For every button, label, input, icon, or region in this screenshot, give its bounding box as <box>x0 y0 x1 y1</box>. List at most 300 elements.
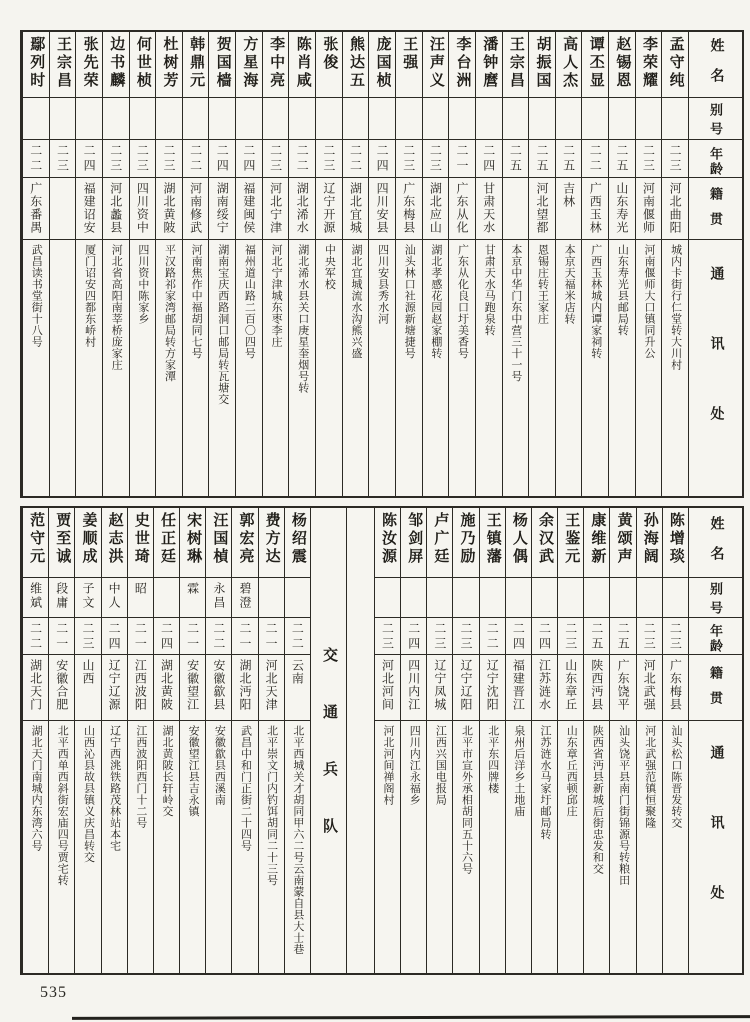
header-age: 年龄 <box>689 618 742 655</box>
entry-alias-cell: 霖 <box>180 578 205 618</box>
entry-age-cell: 二二 <box>289 140 315 178</box>
entry-name-cell: 韩鼎元 <box>183 32 209 98</box>
directory-entry-column <box>502 32 529 496</box>
entry-native-cell: 湖北沔阳 <box>232 655 257 721</box>
entry-native-cell: 福建诏安 <box>76 178 102 240</box>
entry-alias-cell <box>209 98 235 140</box>
directory-entry-column <box>310 508 346 973</box>
entry-address-cell: 江苏涟水马家圩邮局转 <box>539 725 552 840</box>
entry-native-cell: 江苏涟水 <box>532 655 557 721</box>
entry-name-cell: 陈汝源 <box>375 508 400 578</box>
entry-native-cell: 广东梅县 <box>396 178 422 240</box>
entry-age-cell: 二五 <box>503 140 529 178</box>
entry-native-cell <box>50 178 76 240</box>
entry-alias-cell <box>23 98 49 140</box>
entry-name-cell: 王镇藩 <box>480 508 505 578</box>
entry-name-cell: 方星海 <box>236 32 262 98</box>
entry-address-cell: 安徽歙县西溪南 <box>213 725 226 806</box>
directory-entry-column <box>262 32 289 496</box>
entry-name-cell: 王强 <box>396 32 422 98</box>
entry-native-cell: 辽宁辽源 <box>102 655 127 721</box>
entry-age-cell: 二四 <box>209 140 235 178</box>
entry-address-cell: 河北河间禅阁村 <box>382 725 395 806</box>
entry-native-cell: 辽宁开源 <box>316 178 342 240</box>
entry-address-cell: 泉州后洋乡土地庙 <box>512 725 525 817</box>
entry-native-cell: 河北天津 <box>259 655 284 721</box>
directory-entry-column <box>75 32 102 496</box>
directory-entry-column <box>636 508 662 973</box>
upper-header-column <box>688 32 742 496</box>
entry-native-cell: 湖北黄陂 <box>154 655 179 721</box>
directory-entry-column <box>528 32 555 496</box>
entry-address-cell: 陕西省沔县新城后街忠发和交 <box>591 725 604 875</box>
directory-entry-column <box>182 32 209 496</box>
entry-age-cell: 二五 <box>529 140 555 178</box>
entry-address-cell: 北平市宣外承相胡同五十六号 <box>460 725 473 875</box>
entry-name-cell: 黄颂声 <box>610 508 635 578</box>
directory-entry-column <box>635 32 662 496</box>
entry-age-cell: 二三 <box>396 140 422 178</box>
directory-entry-column <box>208 32 235 496</box>
entry-native-cell: 湖北浠水 <box>289 178 315 240</box>
directory-entry-column <box>531 508 557 973</box>
entry-address-cell: 湖北黄陂长轩岭交 <box>160 725 173 817</box>
directory-entry-column <box>205 508 231 973</box>
directory-entry-column <box>315 32 342 496</box>
directory-entry-column <box>422 32 449 496</box>
entry-native-cell: 辽宁凤城 <box>427 655 452 721</box>
entry-name-cell: 李荣耀 <box>636 32 662 98</box>
entry-age-cell: 二三 <box>558 618 583 655</box>
entry-address-cell: 湖南宝庆西路洞口邮局转瓦塘交 <box>216 244 229 405</box>
entry-age-cell: 二五 <box>610 618 635 655</box>
entry-name-cell: 杨人偶 <box>506 508 531 578</box>
entry-name-cell: 余汉武 <box>532 508 557 578</box>
entry-name-cell: 鄢列时 <box>23 32 49 98</box>
directory-entry-column <box>102 32 129 496</box>
entry-address-cell: 武昌读书堂街十八号 <box>30 244 43 348</box>
entry-native-cell: 安徽望江 <box>180 655 205 721</box>
entry-age-cell: 二五 <box>609 140 635 178</box>
entry-alias-cell <box>506 578 531 618</box>
entry-native-cell: 四川内江 <box>401 655 426 721</box>
entry-name-cell: 孟守纯 <box>662 32 688 98</box>
entry-age-cell: 二一 <box>232 618 257 655</box>
entry-age-cell: 二四 <box>76 140 102 178</box>
directory-entry-column <box>284 508 310 973</box>
entry-age-cell: 二三 <box>663 618 688 655</box>
entry-age-cell: 二二 <box>582 140 608 178</box>
entry-age-cell: 二二 <box>285 618 310 655</box>
entry-native-cell: 陕西沔县 <box>584 655 609 721</box>
entry-alias-cell <box>369 98 395 140</box>
entry-native-cell: 辽宁沈阳 <box>480 655 505 721</box>
directory-entry-column <box>155 32 182 496</box>
entry-alias-cell <box>427 578 452 618</box>
entry-age-cell: 二三 <box>427 618 452 655</box>
entry-alias-cell <box>662 98 688 140</box>
entry-alias-cell <box>529 98 555 140</box>
entry-alias-cell <box>558 578 583 618</box>
entry-name-cell: 邹剑屏 <box>401 508 426 578</box>
entry-address-cell <box>50 240 76 496</box>
entry-address-cell: 河北省高阳南莘桥庞家庄 <box>110 244 123 371</box>
entry-name-cell: 谭丕显 <box>582 32 608 98</box>
entry-native-cell: 河北宁津 <box>263 178 289 240</box>
entry-name-cell: 卢广廷 <box>427 508 452 578</box>
entry-name-cell: 任正廷 <box>154 508 179 578</box>
entry-alias-cell <box>637 578 662 618</box>
entry-age-cell: 二三 <box>316 140 342 178</box>
directory-table-upper <box>20 30 744 498</box>
entry-age-cell: 二三 <box>75 618 100 655</box>
entry-native-cell: 湖南绥宁 <box>209 178 235 240</box>
entry-address-cell: 中央军校 <box>323 244 336 290</box>
entry-age-cell: 二二 <box>23 140 49 178</box>
entry-age-cell: 二二 <box>343 140 369 178</box>
entry-alias-cell <box>263 98 289 140</box>
directory-entry-column <box>342 32 369 496</box>
entry-native-cell: 广西玉林 <box>582 178 608 240</box>
entry-name-cell: 杨绍震 <box>285 508 310 578</box>
directory-entry-column <box>101 508 127 973</box>
entry-age-cell: 二三 <box>662 140 688 178</box>
directory-entry-column <box>127 508 153 973</box>
entry-native-cell: 广东番禺 <box>23 178 49 240</box>
entry-age-cell: 二三 <box>263 140 289 178</box>
entry-address-cell: 河北武强范镇恒聚隆 <box>643 725 656 829</box>
directory-entry-column <box>505 508 531 973</box>
entry-age-cell: 二三 <box>637 618 662 655</box>
entry-name-cell: 宋树琳 <box>180 508 205 578</box>
entry-alias-cell <box>582 98 608 140</box>
entry-native-cell: 河北武强 <box>637 655 662 721</box>
entry-address-cell: 四川资中陈家乡 <box>136 244 149 325</box>
entry-alias-cell: 永昌 <box>206 578 231 618</box>
entry-alias-cell <box>476 98 502 140</box>
entry-address-cell: 河北宁津城东枣李庄 <box>270 244 283 348</box>
page-number: 535 <box>40 984 67 1001</box>
entry-age-cell: 二三 <box>103 140 129 178</box>
entry-alias-cell <box>532 578 557 618</box>
entry-alias-cell: 碧澄 <box>232 578 257 618</box>
entry-alias-cell <box>130 98 156 140</box>
entry-name-cell: 贺国樯 <box>209 32 235 98</box>
directory-entry-column <box>153 508 179 973</box>
entry-native-cell: 河北曲阳 <box>662 178 688 240</box>
directory-entry-column <box>479 508 505 973</box>
entry-alias-cell: 维斌 <box>23 578 48 618</box>
entry-name-cell: 边书麟 <box>103 32 129 98</box>
entry-name-cell: 孙海阔 <box>637 508 662 578</box>
entry-name-cell: 潘钟麿 <box>476 32 502 98</box>
entry-native-cell: 河北望都 <box>529 178 555 240</box>
entry-age-cell: 二四 <box>476 140 502 178</box>
entry-name-cell: 王宗昌 <box>503 32 529 98</box>
directory-entry-column <box>395 32 422 496</box>
entry-alias-cell <box>610 578 635 618</box>
directory-entry-column <box>368 32 395 496</box>
entry-native-cell: 河南偃师 <box>636 178 662 240</box>
entry-name-cell: 张俊 <box>316 32 342 98</box>
scan-edge-artifact <box>72 1015 750 1020</box>
entry-age-cell: 二三 <box>50 140 76 178</box>
entry-name-cell: 施乃励 <box>453 508 478 578</box>
entry-age-cell: 二三 <box>423 140 449 178</box>
directory-entry-column <box>374 508 400 973</box>
entry-age-cell: 二一 <box>449 140 475 178</box>
entry-address-cell: 城内卡街行仁堂转大川村 <box>669 244 682 371</box>
header-alias: 别号 <box>689 578 742 618</box>
header-age: 年龄 <box>689 140 742 178</box>
entry-alias-cell <box>584 578 609 618</box>
entry-name-cell: 王宗昌 <box>50 32 76 98</box>
entry-address-cell: 河南偃师大口镇同升公 <box>643 244 656 359</box>
entry-alias-cell <box>449 98 475 140</box>
entry-age-cell: 二二 <box>23 618 48 655</box>
entry-address-cell: 本京中华门东中营三十一号 <box>509 244 522 382</box>
entry-name-cell: 赵志洪 <box>102 508 127 578</box>
entry-native-cell: 四川安县 <box>369 178 395 240</box>
entry-age-cell: 二四 <box>102 618 127 655</box>
entry-age-cell: 二二 <box>206 618 231 655</box>
entry-address-cell: 四川安县秀水河 <box>376 244 389 325</box>
entry-native-cell: 湖北天门 <box>23 655 48 721</box>
entry-native-cell: 广东饶平 <box>610 655 635 721</box>
entry-name-cell: 王鉴元 <box>558 508 583 578</box>
entry-age-cell: 二四 <box>369 140 395 178</box>
entry-name-cell: 郭宏亮 <box>232 508 257 578</box>
directory-entry-column <box>426 508 452 973</box>
entry-alias-cell <box>183 98 209 140</box>
directory-entry-column <box>179 508 205 973</box>
entry-alias-cell <box>285 578 310 618</box>
entry-alias-cell <box>609 98 635 140</box>
entry-alias-cell <box>401 578 426 618</box>
entry-age-cell: 二三 <box>375 618 400 655</box>
directory-entry-column <box>346 508 374 973</box>
entry-address-cell: 厦门诏安四都东峤村 <box>83 244 96 348</box>
entry-address-cell: 江西波阳西门十二号 <box>134 725 147 829</box>
entry-native-cell: 山东寿光 <box>609 178 635 240</box>
entry-name-cell: 庞国桢 <box>369 32 395 98</box>
header-name: 姓名 <box>689 32 742 98</box>
entry-address-cell: 湖北孝感花园赵家棚转 <box>429 244 442 359</box>
entry-address-cell: 湖北宜城流水沟熊兴盛 <box>349 244 362 359</box>
directory-entry-column <box>557 508 583 973</box>
entry-address-cell: 山东章丘西顿邱庄 <box>565 725 578 817</box>
lower-entry-columns <box>22 508 688 973</box>
entry-name-cell: 张先荣 <box>76 32 102 98</box>
entry-address-cell: 甘肃天水马跑泉转 <box>483 244 496 336</box>
entry-name-cell: 陈肖咸 <box>289 32 315 98</box>
section-divider-cell: 交通兵队 <box>320 646 337 875</box>
directory-entry-column <box>448 32 475 496</box>
entry-name-cell: 范守元 <box>23 508 48 578</box>
directory-entry-column <box>74 508 100 973</box>
entry-address-cell: 广西玉林城内谭家祠转 <box>589 244 602 359</box>
entry-alias-cell: 中人 <box>102 578 127 618</box>
entry-alias-cell: 段庸 <box>49 578 74 618</box>
entry-address-cell: 汕头饶平县南门街锦源号转粮田 <box>617 725 630 886</box>
entry-alias-cell <box>503 98 529 140</box>
entry-native-cell: 广东从化 <box>449 178 475 240</box>
directory-entry-column <box>581 32 608 496</box>
entry-native-cell: 福建晋江 <box>506 655 531 721</box>
entry-address-cell: 汕头林口社源新塘捷号 <box>403 244 416 359</box>
entry-name-cell: 胡振国 <box>529 32 555 98</box>
directory-entry-column <box>129 32 156 496</box>
directory-entry-column <box>288 32 315 496</box>
entry-alias-cell <box>316 98 342 140</box>
entry-alias-cell <box>343 98 369 140</box>
entry-address-cell: 北平西单西斜街宏庙四号贾宅转 <box>56 725 69 886</box>
entry-name-cell: 史世琦 <box>128 508 153 578</box>
entry-address-cell: 武昌中和门正街二十四号 <box>239 725 252 852</box>
entry-address-cell: 安徽望江县吉永镇 <box>187 725 200 817</box>
entry-address-cell: 北平崇文门内钓饵胡同二十三号 <box>265 725 278 886</box>
directory-entry-column <box>475 32 502 496</box>
entry-address-cell: 北平东四牌楼 <box>486 725 499 794</box>
entry-native-cell: 吉林 <box>556 178 582 240</box>
lower-header-column <box>688 508 742 973</box>
directory-entry-column <box>661 32 688 496</box>
entry-name-cell: 李台洲 <box>449 32 475 98</box>
entry-native-cell <box>503 178 529 240</box>
entry-address-cell: 辽宁西洮铁路茂林站本宅 <box>108 725 121 852</box>
header-address: 通讯处 <box>708 745 724 955</box>
entry-native-cell: 河北河间 <box>375 655 400 721</box>
entry-age-cell: 二四 <box>532 618 557 655</box>
entry-age-cell: 二三 <box>453 618 478 655</box>
entry-age-cell: 二三 <box>636 140 662 178</box>
entry-address-cell: 本京天福米店转 <box>563 244 576 325</box>
entry-age-cell: 二三 <box>130 140 156 178</box>
entry-alias-cell <box>156 98 182 140</box>
entry-age-cell: 二五 <box>584 618 609 655</box>
directory-entry-column <box>231 508 257 973</box>
entry-alias-cell <box>259 578 284 618</box>
entry-alias-cell <box>663 578 688 618</box>
entry-age-cell: 二三 <box>156 140 182 178</box>
entry-age-cell: 二一 <box>180 618 205 655</box>
entry-age-cell: 二四 <box>154 618 179 655</box>
entry-address-cell: 山东寿光县邮局转 <box>616 244 629 336</box>
entry-native-cell: 江西波阳 <box>128 655 153 721</box>
entry-age-cell: 二二 <box>480 618 505 655</box>
entry-native-cell: 广东梅县 <box>663 655 688 721</box>
entry-age-cell: 二一 <box>128 618 153 655</box>
directory-entry-column <box>662 508 688 973</box>
entry-age-cell: 二四 <box>506 618 531 655</box>
entry-alias-cell: 昭 <box>128 578 153 618</box>
entry-address-cell: 北平西城关才胡同甲六二号云南蒙自县大士巷 <box>291 725 304 955</box>
entry-name-cell: 汪国楨 <box>206 508 231 578</box>
entry-address-cell: 四川内江永福乡 <box>408 725 421 806</box>
entry-age-cell: 二二 <box>183 140 209 178</box>
entry-name-cell: 贾至诚 <box>49 508 74 578</box>
directory-entry-column <box>609 508 635 973</box>
entry-alias-cell <box>636 98 662 140</box>
entry-age-cell: 二四 <box>401 618 426 655</box>
entry-name-cell: 赵锡恩 <box>609 32 635 98</box>
entry-native-cell: 湖北宜城 <box>343 178 369 240</box>
header-alias: 别号 <box>689 98 742 140</box>
entry-native-cell: 云南 <box>285 655 310 721</box>
entry-native-cell: 安徽歙县 <box>206 655 231 721</box>
upper-entry-columns <box>22 32 688 496</box>
entry-alias-cell <box>154 578 179 618</box>
header-native-place: 籍贯 <box>689 655 742 721</box>
entry-alias-cell <box>236 98 262 140</box>
directory-entry-column <box>400 508 426 973</box>
entry-address-cell: 湖北天门南城内东湾六号 <box>30 725 43 852</box>
directory-entry-column <box>49 32 76 496</box>
entry-address-cell: 山西沁县故县镇义庆昌转交 <box>82 725 95 863</box>
entry-address-cell: 河南焦作中福胡同七号 <box>190 244 203 359</box>
entry-address-cell: 汕头松口陈晋发转交 <box>669 725 682 829</box>
entry-native-cell: 湖北应山 <box>423 178 449 240</box>
entry-name-cell: 康维新 <box>584 508 609 578</box>
entry-native-cell: 河北蠡县 <box>103 178 129 240</box>
header-name: 姓名 <box>689 508 742 578</box>
entry-name-cell: 何世桢 <box>130 32 156 98</box>
entry-alias-cell <box>453 578 478 618</box>
entry-native-cell: 湖北黄陂 <box>156 178 182 240</box>
entry-address-cell: 恩锡庄转王家庄 <box>536 244 549 325</box>
directory-entry-column <box>258 508 284 973</box>
entry-native-cell: 福建闽侯 <box>236 178 262 240</box>
entry-alias-cell <box>50 98 76 140</box>
entry-alias-cell <box>103 98 129 140</box>
entry-name-cell: 姜顺成 <box>75 508 100 578</box>
entry-name-cell: 熊达五 <box>343 32 369 98</box>
entry-native-cell: 四川资中 <box>130 178 156 240</box>
entry-name-cell: 汪声义 <box>423 32 449 98</box>
entry-age-cell: 二一 <box>49 618 74 655</box>
directory-entry-column <box>235 32 262 496</box>
entry-native-cell: 甘肃天水 <box>476 178 502 240</box>
entry-address-cell: 湖北浠水县关口庚星奎烟号转 <box>296 244 309 394</box>
entry-address-cell: 福州道山路二百〇四号 <box>243 244 256 359</box>
entry-native-cell: 山西 <box>75 655 100 721</box>
section-divider-cell <box>347 508 374 973</box>
entry-address-cell: 江西兴国电报局 <box>434 725 447 806</box>
entry-age-cell: 二一 <box>259 618 284 655</box>
entry-address-cell: 广东从化良口圩美香号 <box>456 244 469 359</box>
entry-name-cell: 李中亮 <box>263 32 289 98</box>
entry-alias-cell <box>480 578 505 618</box>
entry-alias-cell <box>556 98 582 140</box>
entry-name-cell: 陈增琰 <box>663 508 688 578</box>
entry-alias-cell <box>289 98 315 140</box>
entry-age-cell: 二四 <box>236 140 262 178</box>
directory-entry-column <box>48 508 74 973</box>
directory-entry-column <box>583 508 609 973</box>
entry-address-cell: 平汉路祁家湾邮局转方家潭 <box>163 244 176 382</box>
entry-name-cell: 杜树芳 <box>156 32 182 98</box>
entry-name-cell: 高人杰 <box>556 32 582 98</box>
directory-entry-column <box>452 508 478 973</box>
entry-native-cell: 辽宁辽阳 <box>453 655 478 721</box>
entry-alias-cell <box>396 98 422 140</box>
entry-alias-cell <box>423 98 449 140</box>
directory-entry-column <box>555 32 582 496</box>
header-native-place: 籍贯 <box>689 178 742 240</box>
entry-alias-cell: 子文 <box>75 578 100 618</box>
entry-native-cell: 山东章丘 <box>558 655 583 721</box>
directory-table-lower <box>20 506 744 975</box>
